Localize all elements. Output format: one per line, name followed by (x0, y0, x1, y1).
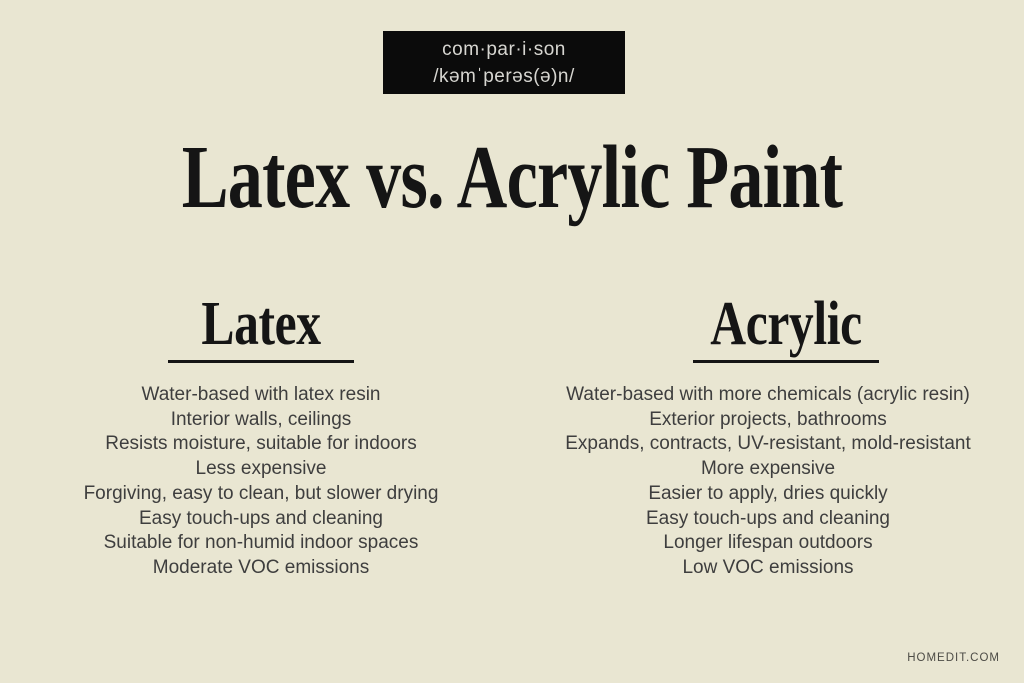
acrylic-heading-group (566, 290, 1006, 363)
pronunciation-word: com·par·i·son (442, 38, 566, 60)
feature-item: Less expensive (195, 458, 327, 480)
feature-item: Expands, contracts, UV-resistant, mold-resistant (565, 433, 971, 455)
feature-item: Resists moisture, suitable for indoors (105, 433, 417, 455)
feature-item: Forgiving, easy to clean, but slower drying (83, 482, 439, 504)
latex-feature-list (41, 383, 481, 581)
feature-item: Suitable for non-humid indoor spaces (103, 532, 419, 554)
feature-item: Easy touch-ups and cleaning (139, 507, 383, 529)
feature-item: Moderate VOC emissions (152, 556, 370, 578)
latex-column (41, 290, 481, 581)
latex-heading-group (41, 290, 481, 363)
pronunciation-phonetic: /kəmˈperəs(ə)n/ (433, 65, 575, 87)
latex-heading-underline (168, 360, 354, 363)
acrylic-feature-list (548, 383, 988, 581)
feature-item: Water-based with more chemicals (acrylic resin) (566, 384, 970, 405)
acrylic-column (548, 290, 988, 581)
page-title: Latex vs. Acrylic Paint (181, 128, 843, 227)
feature-item: Easy touch-ups and cleaning (646, 507, 890, 529)
feature-item: Longer lifespan outdoors (663, 532, 873, 554)
feature-item: More expensive (700, 458, 836, 480)
latex-heading: Latex (201, 290, 321, 358)
watermark: HOMEDIT.COM (907, 652, 1000, 664)
acrylic-heading: Acrylic (710, 290, 862, 358)
feature-item: Interior walls, ceilings (170, 408, 352, 430)
feature-item: Water-based with latex resin (141, 384, 381, 405)
pronunciation-card (383, 31, 625, 94)
feature-item: Low VOC emissions (682, 556, 854, 578)
feature-item: Exterior projects, bathrooms (649, 408, 887, 430)
feature-item: Easier to apply, dries quickly (648, 482, 888, 504)
acrylic-heading-underline (693, 360, 879, 363)
